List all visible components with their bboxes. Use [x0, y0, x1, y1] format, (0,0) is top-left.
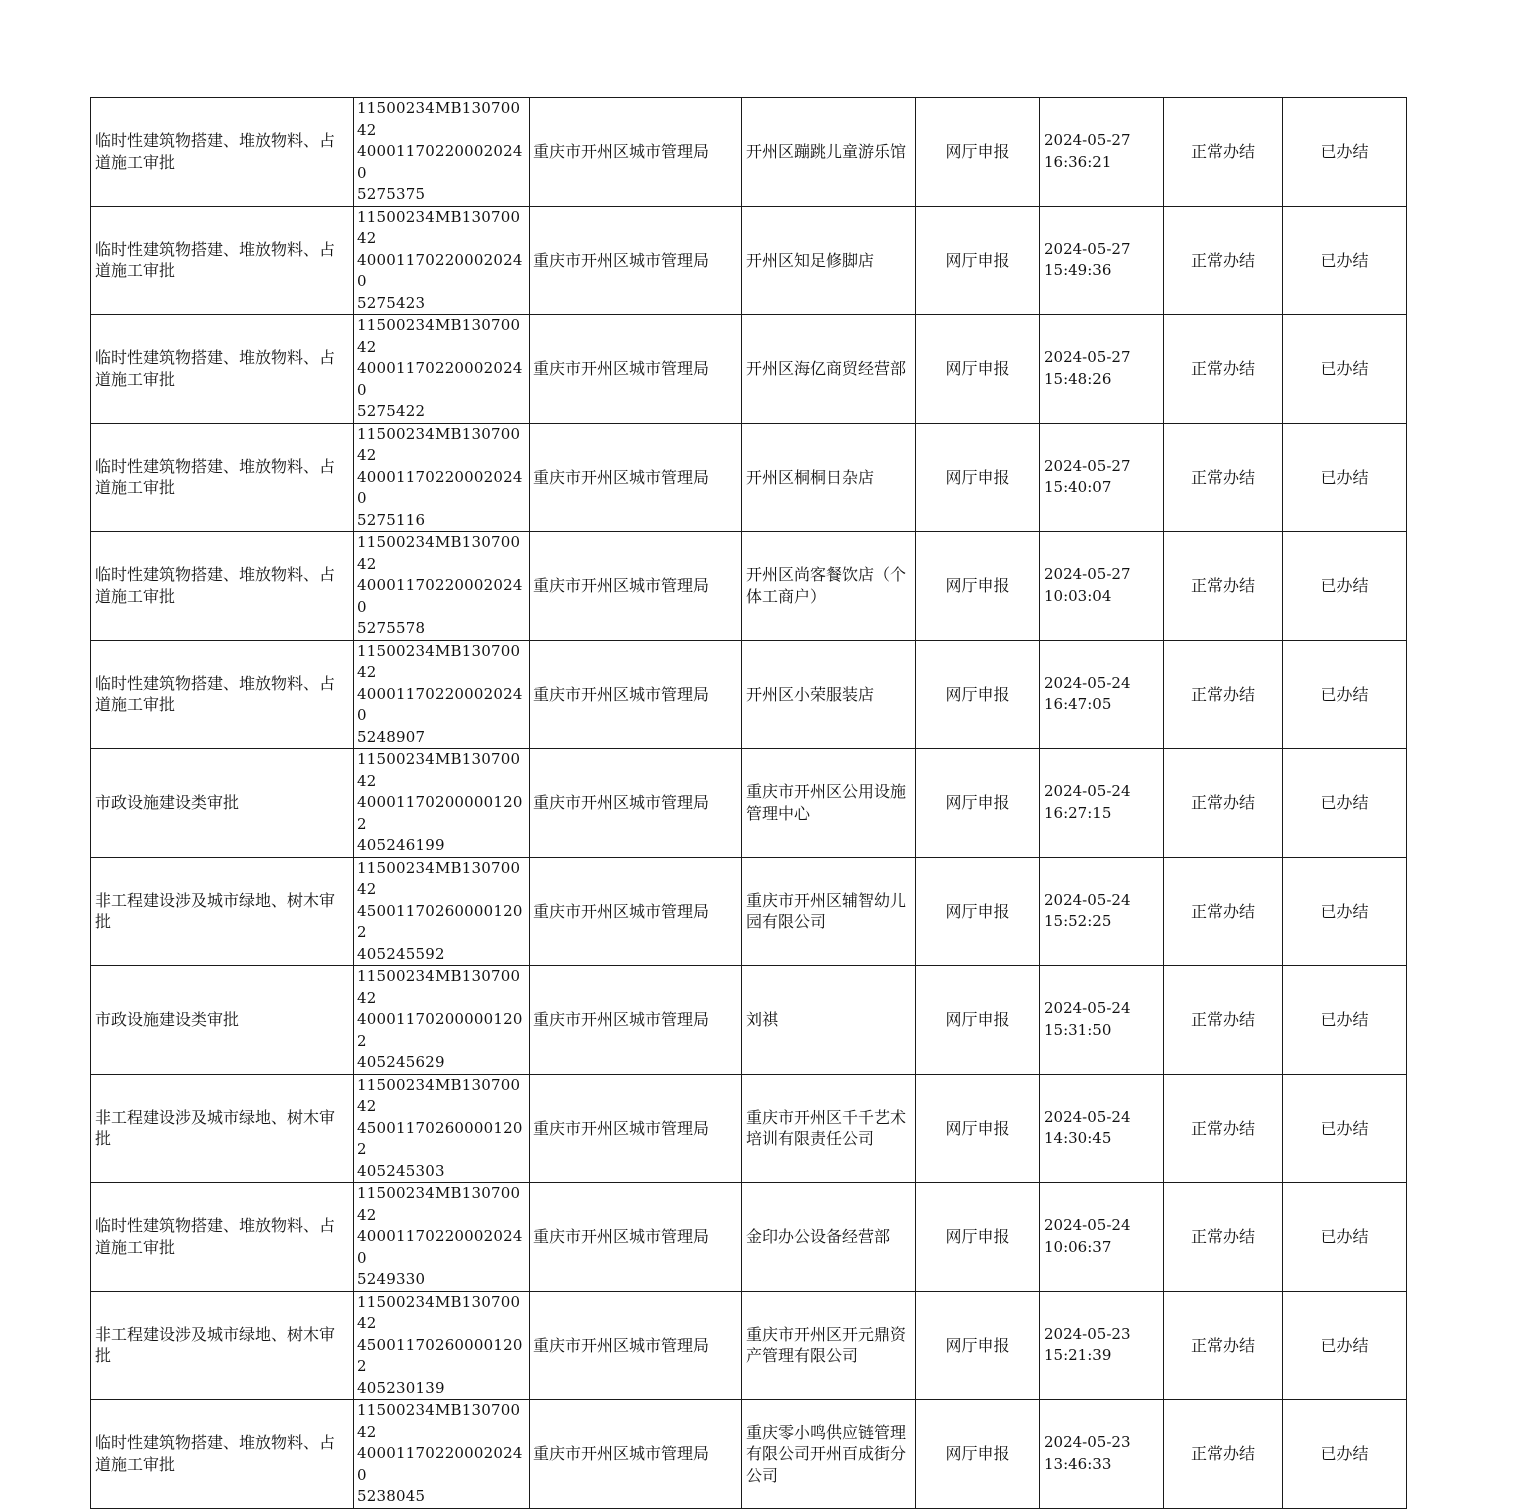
item-cell: 非工程建设涉及城市绿地、树木审批 — [91, 857, 354, 966]
case-code-cell — [354, 1183, 530, 1292]
channel-cell: 网厅申报 — [916, 640, 1040, 749]
channel-cell: 网厅申报 — [916, 1183, 1040, 1292]
result-cell: 正常办结 — [1164, 1400, 1283, 1509]
completion-date: 2024-05-27 — [1044, 239, 1131, 258]
status-cell: 已办结 — [1283, 98, 1407, 207]
applicant-cell: 金印办公设备经营部 — [742, 1183, 916, 1292]
status-cell: 已办结 — [1283, 749, 1407, 858]
completion-time-cell — [1040, 1074, 1164, 1183]
case-code-line: 405230139 — [357, 1378, 445, 1397]
case-code-line: 5248907 — [357, 727, 426, 746]
completion-time-cell — [1040, 423, 1164, 532]
case-code-cell — [354, 749, 530, 858]
case-code-line: 400011702200020240 — [357, 684, 523, 724]
result-cell: 正常办结 — [1164, 640, 1283, 749]
case-code-line: 400011702000001202 — [357, 793, 523, 833]
channel-cell: 网厅申报 — [916, 857, 1040, 966]
item-cell: 临时性建筑物搭建、堆放物料、占道施工审批 — [91, 206, 354, 315]
case-code-line: 450011702600001202 — [357, 1118, 523, 1158]
applicant-cell: 开州区桐桐日杂店 — [742, 423, 916, 532]
applicant-cell: 开州区小荣服装店 — [742, 640, 916, 749]
approval-records-table — [90, 97, 1407, 1509]
result-cell: 正常办结 — [1164, 1183, 1283, 1292]
applicant-cell: 重庆市开州区开元鼎资产管理有限公司 — [742, 1291, 916, 1400]
department-cell: 重庆市开州区城市管理局 — [530, 532, 742, 641]
case-code-line: 400011702200020240 — [357, 1444, 523, 1484]
result-cell: 正常办结 — [1164, 206, 1283, 315]
case-code-line: 400011702200020240 — [357, 250, 523, 290]
completion-date: 2024-05-24 — [1044, 1216, 1131, 1235]
case-code-line: 400011702200020240 — [357, 467, 523, 507]
completion-date: 2024-05-27 — [1044, 456, 1131, 475]
completion-time-cell — [1040, 966, 1164, 1075]
case-code-line: 11500234MB13070042 — [357, 1075, 521, 1115]
department-cell: 重庆市开州区城市管理局 — [530, 315, 742, 424]
item-cell: 非工程建设涉及城市绿地、树木审批 — [91, 1074, 354, 1183]
completion-date: 2024-05-24 — [1044, 673, 1131, 692]
result-cell: 正常办结 — [1164, 857, 1283, 966]
case-code-line: 11500234MB13070042 — [357, 316, 521, 356]
department-cell: 重庆市开州区城市管理局 — [530, 206, 742, 315]
department-cell: 重庆市开州区城市管理局 — [530, 749, 742, 858]
item-cell: 临时性建筑物搭建、堆放物料、占道施工审批 — [91, 1400, 354, 1509]
channel-cell: 网厅申报 — [916, 423, 1040, 532]
completion-time-cell — [1040, 532, 1164, 641]
case-code-line: 405246199 — [357, 836, 445, 854]
case-code-line: 405245592 — [357, 944, 445, 963]
channel-cell: 网厅申报 — [916, 206, 1040, 315]
department-cell: 重庆市开州区城市管理局 — [530, 640, 742, 749]
applicant-cell: 重庆市开州区千千艺术培训有限责任公司 — [742, 1074, 916, 1183]
case-code-line: 5249330 — [357, 1270, 426, 1288]
case-code-line: 11500234MB13070042 — [357, 641, 521, 681]
completion-clock: 16:36:21 — [1044, 152, 1112, 171]
completion-date: 2024-05-27 — [1044, 348, 1131, 367]
case-code-cell — [354, 640, 530, 749]
applicant-cell: 开州区海亿商贸经营部 — [742, 315, 916, 424]
result-cell: 正常办结 — [1164, 532, 1283, 641]
case-code-line: 5275375 — [357, 185, 426, 203]
case-code-cell — [354, 1291, 530, 1400]
completion-time-cell — [1040, 1400, 1164, 1509]
applicant-cell: 重庆市开州区辅智幼儿园有限公司 — [742, 857, 916, 966]
result-cell: 正常办结 — [1164, 1291, 1283, 1400]
case-code-cell — [354, 1400, 530, 1509]
case-code-cell — [354, 966, 530, 1075]
channel-cell: 网厅申报 — [916, 1291, 1040, 1400]
status-cell: 已办结 — [1283, 206, 1407, 315]
applicant-cell: 重庆市开州区公用设施管理中心 — [742, 749, 916, 858]
item-cell: 临时性建筑物搭建、堆放物料、占道施工审批 — [91, 315, 354, 424]
item-cell: 临时性建筑物搭建、堆放物料、占道施工审批 — [91, 423, 354, 532]
table-row — [91, 98, 1407, 207]
completion-time-cell — [1040, 857, 1164, 966]
completion-clock: 10:06:37 — [1044, 1237, 1112, 1256]
result-cell: 正常办结 — [1164, 315, 1283, 424]
department-cell: 重庆市开州区城市管理局 — [530, 1074, 742, 1183]
item-cell: 市政设施建设类审批 — [91, 966, 354, 1075]
case-code-line: 5238045 — [357, 1487, 426, 1505]
item-cell: 临时性建筑物搭建、堆放物料、占道施工审批 — [91, 532, 354, 641]
completion-date: 2024-05-24 — [1044, 890, 1131, 909]
case-code-line: 405245629 — [357, 1053, 445, 1071]
table-row — [91, 640, 1407, 749]
case-code-line: 450011702600001202 — [357, 901, 523, 941]
completion-clock: 16:47:05 — [1044, 695, 1112, 714]
table-row — [91, 423, 1407, 532]
case-code-line: 400011702200020240 — [357, 359, 523, 399]
item-cell: 市政设施建设类审批 — [91, 749, 354, 858]
channel-cell: 网厅申报 — [916, 1400, 1040, 1509]
department-cell: 重庆市开州区城市管理局 — [530, 1291, 742, 1400]
case-code-line: 5275116 — [357, 510, 426, 529]
result-cell: 正常办结 — [1164, 98, 1283, 207]
completion-time-cell — [1040, 315, 1164, 424]
case-code-cell — [354, 423, 530, 532]
completion-clock: 15:48:26 — [1044, 369, 1112, 388]
channel-cell: 网厅申报 — [916, 749, 1040, 858]
completion-date: 2024-05-24 — [1044, 999, 1131, 1018]
applicant-cell: 重庆零小鸣供应链管理有限公司开州百成街分公司 — [742, 1400, 916, 1509]
case-code-line: 11500234MB13070042 — [357, 424, 521, 464]
table-body — [91, 98, 1407, 1509]
item-cell: 临时性建筑物搭建、堆放物料、占道施工审批 — [91, 1183, 354, 1292]
completion-date: 2024-05-24 — [1044, 1107, 1131, 1126]
case-code-cell — [354, 315, 530, 424]
completion-date: 2024-05-24 — [1044, 782, 1131, 801]
case-code-cell — [354, 532, 530, 641]
case-code-line: 400011702200020240 — [357, 142, 523, 182]
status-cell: 已办结 — [1283, 423, 1407, 532]
applicant-cell: 开州区尚客餐饮店（个体工商户） — [742, 532, 916, 641]
case-code-line: 11500234MB13070042 — [357, 1292, 521, 1332]
completion-time-cell — [1040, 749, 1164, 858]
case-code-cell — [354, 1074, 530, 1183]
completion-clock: 16:27:15 — [1044, 803, 1112, 822]
case-code-line: 11500234MB13070042 — [357, 99, 521, 139]
case-code-line: 5275578 — [357, 619, 426, 637]
channel-cell: 网厅申报 — [916, 532, 1040, 641]
result-cell: 正常办结 — [1164, 423, 1283, 532]
status-cell: 已办结 — [1283, 1074, 1407, 1183]
completion-date: 2024-05-27 — [1044, 131, 1131, 150]
table-row — [91, 532, 1407, 641]
result-cell: 正常办结 — [1164, 749, 1283, 858]
completion-time-cell — [1040, 1183, 1164, 1292]
completion-clock: 15:40:07 — [1044, 478, 1112, 497]
case-code-line: 400011702000001202 — [357, 1010, 523, 1050]
case-code-line: 405245303 — [357, 1161, 445, 1180]
case-code-line: 450011702600001202 — [357, 1335, 523, 1375]
completion-time-cell — [1040, 640, 1164, 749]
department-cell: 重庆市开州区城市管理局 — [530, 98, 742, 207]
completion-clock: 15:49:36 — [1044, 261, 1112, 280]
department-cell: 重庆市开州区城市管理局 — [530, 857, 742, 966]
status-cell: 已办结 — [1283, 1183, 1407, 1292]
completion-date: 2024-05-23 — [1044, 1324, 1131, 1343]
applicant-cell: 开州区蹦跳儿童游乐馆 — [742, 98, 916, 207]
case-code-line: 5275423 — [357, 293, 426, 312]
department-cell: 重庆市开州区城市管理局 — [530, 966, 742, 1075]
table-row — [91, 206, 1407, 315]
case-code-cell — [354, 98, 530, 207]
case-code-cell — [354, 857, 530, 966]
channel-cell: 网厅申报 — [916, 315, 1040, 424]
completion-time-cell — [1040, 1291, 1164, 1400]
result-cell: 正常办结 — [1164, 966, 1283, 1075]
status-cell: 已办结 — [1283, 857, 1407, 966]
table-row — [91, 966, 1407, 1075]
completion-clock: 15:52:25 — [1044, 912, 1112, 931]
channel-cell: 网厅申报 — [916, 1074, 1040, 1183]
status-cell: 已办结 — [1283, 640, 1407, 749]
case-code-line: 11500234MB13070042 — [357, 967, 521, 1007]
status-cell: 已办结 — [1283, 966, 1407, 1075]
case-code-line: 11500234MB13070042 — [357, 750, 521, 790]
department-cell: 重庆市开州区城市管理局 — [530, 1183, 742, 1292]
status-cell: 已办结 — [1283, 1291, 1407, 1400]
table-row — [91, 315, 1407, 424]
case-code-line: 400011702200020240 — [357, 1227, 523, 1267]
completion-date: 2024-05-23 — [1044, 1433, 1131, 1452]
case-code-line: 11500234MB13070042 — [357, 1401, 521, 1441]
completion-time-cell — [1040, 98, 1164, 207]
department-cell: 重庆市开州区城市管理局 — [530, 423, 742, 532]
status-cell: 已办结 — [1283, 315, 1407, 424]
completion-clock: 10:03:04 — [1044, 586, 1112, 605]
applicant-cell: 开州区知足修脚店 — [742, 206, 916, 315]
completion-time-cell — [1040, 206, 1164, 315]
completion-clock: 15:31:50 — [1044, 1020, 1112, 1039]
item-cell: 非工程建设涉及城市绿地、树木审批 — [91, 1291, 354, 1400]
table-row — [91, 749, 1407, 858]
case-code-line: 11500234MB13070042 — [357, 207, 521, 247]
status-cell: 已办结 — [1283, 1400, 1407, 1509]
department-cell: 重庆市开州区城市管理局 — [530, 1400, 742, 1509]
case-code-line: 400011702200020240 — [357, 576, 523, 616]
item-cell: 临时性建筑物搭建、堆放物料、占道施工审批 — [91, 640, 354, 749]
table-row — [91, 857, 1407, 966]
applicant-cell: 刘祺 — [742, 966, 916, 1075]
case-code-line: 11500234MB13070042 — [357, 1184, 521, 1224]
completion-clock: 13:46:33 — [1044, 1454, 1112, 1473]
channel-cell: 网厅申报 — [916, 98, 1040, 207]
completion-date: 2024-05-27 — [1044, 565, 1131, 584]
table-row — [91, 1291, 1407, 1400]
table-row — [91, 1074, 1407, 1183]
status-cell: 已办结 — [1283, 532, 1407, 641]
result-cell: 正常办结 — [1164, 1074, 1283, 1183]
channel-cell: 网厅申报 — [916, 966, 1040, 1075]
table-row — [91, 1183, 1407, 1292]
case-code-line: 11500234MB13070042 — [357, 858, 521, 898]
case-code-line: 11500234MB13070042 — [357, 533, 521, 573]
case-code-cell — [354, 206, 530, 315]
table-row — [91, 1400, 1407, 1509]
item-cell: 临时性建筑物搭建、堆放物料、占道施工审批 — [91, 98, 354, 207]
completion-clock: 14:30:45 — [1044, 1129, 1112, 1148]
case-code-line: 5275422 — [357, 402, 426, 420]
completion-clock: 15:21:39 — [1044, 1346, 1112, 1365]
